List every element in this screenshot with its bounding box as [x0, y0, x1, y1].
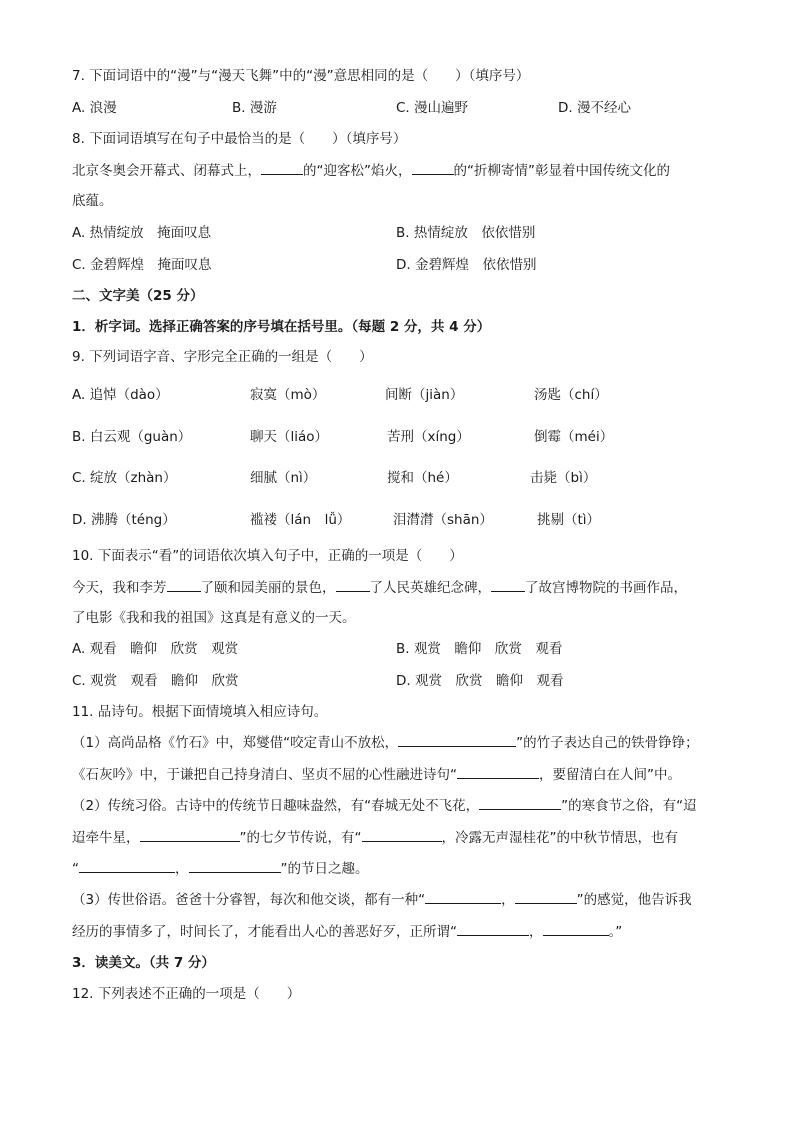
q11-blank-8[interactable] [425, 891, 501, 904]
q11-blank-5[interactable] [362, 829, 442, 842]
q10-blank-3[interactable] [491, 579, 525, 592]
q11-p2-line2 [72, 829, 678, 847]
q7-option-a: A. 浪漫 [72, 100, 117, 116]
q8-sentence-part3: 的“折柳寄情”彰显着中国传统文化的 [453, 163, 670, 179]
q7-option-d: D. 漫不经心 [558, 100, 631, 116]
q8-blank-1[interactable] [261, 162, 303, 175]
q9-d-word2: 褴褛（lán lǚ） [250, 512, 351, 528]
q9-a-word3: 间断（jiàn） [385, 387, 464, 403]
q8-sentence-part2: 的“迎客松”焰火， [303, 163, 412, 179]
q9-d-word3: 泪潸潸（shān） [393, 512, 493, 528]
section-2-sub1: 1．析字词。选择正确答案的序号填在括号里。（每题 2 分，共 4 分） [72, 319, 491, 335]
q9-b-word3: 苦刑（xíng） [387, 429, 470, 445]
q8-option-c: C. 金碧辉煌 掩面叹息 [72, 257, 212, 273]
q8-stem: 8. 下面词语填写在句子中最恰当的是（ ）（填序号） [72, 131, 407, 147]
q11-blank-2[interactable] [457, 766, 539, 779]
q11-p2-text7: ， [175, 861, 189, 877]
q11-blank-3[interactable] [479, 797, 561, 810]
q11-p3-line2 [72, 923, 622, 941]
q11-p2-text6: “ [72, 861, 79, 877]
q9-d-word1: D. 沸腾（téng） [72, 512, 176, 528]
q8-sentence-line2: 底蕴。 [72, 193, 113, 209]
section-3-title: 3．读美文。（共 7 分） [72, 955, 215, 971]
q9-c-word4: 击毙（bì） [530, 470, 597, 486]
q11-p3-text2: ， [501, 892, 515, 908]
q8-option-b: B. 热情绽放 依依惜别 [396, 225, 536, 241]
q11-blank-11[interactable] [543, 923, 609, 936]
q11-p3-line1 [72, 891, 692, 909]
q10-stem: 10. 下面表示“看”的词语依次填入句子中，正确的一项是（ ） [72, 548, 463, 564]
q9-a-word4: 汤匙（chí） [534, 387, 608, 403]
q10-sentence-line2: 了电影《我和我的祖国》这真是有意义的一天。 [72, 610, 356, 626]
q10-sentence-part4: 了故宫博物院的书画作品， [525, 580, 687, 596]
q11-blank-9[interactable] [515, 891, 577, 904]
q11-p2-text4: ”的七夕节传说，有“ [239, 830, 362, 846]
q10-option-c: C. 观赏 观看 瞻仰 欣赏 [72, 673, 239, 689]
q12-stem: 12. 下列表述不正确的一项是（ ） [72, 986, 301, 1002]
q9-stem: 9. 下列词语字音、字形完全正确的一组是（ ） [72, 349, 373, 365]
q7-option-b: B. 漫游 [232, 100, 277, 116]
q7-stem: 7. 下面词语中的“漫”与“漫天飞舞”中的“漫”意思相同的是（ ）（填序号） [72, 68, 530, 84]
q9-d-word4: 挑剔（tì） [537, 512, 601, 528]
q8-blank-2[interactable] [412, 162, 454, 175]
q8-sentence-part1: 北京冬奥会开幕式、闭幕式上， [72, 163, 261, 179]
q11-p1-text1: （1）高尚品格《竹石》中，郑燮借“咬定青山不放松， [72, 735, 399, 751]
q11-p1-line1 [72, 734, 699, 752]
q9-c-word1: C. 绽放（zhàn） [72, 470, 177, 486]
q11-p2-text8: ”的节日之趣。 [280, 861, 369, 877]
q9-b-word1: B. 白云观（guàn） [72, 429, 192, 445]
q10-blank-2[interactable] [336, 579, 370, 592]
q10-sentence-part2: 了颐和园美丽的景色， [200, 580, 336, 596]
q11-stem: 11. 品诗句。根据下面情境填入相应诗句。 [72, 704, 328, 720]
q11-p3-text1: （3）传世俗语。爸爸十分睿智，每次和他交谈，都有一种“ [72, 892, 426, 908]
q10-sentence-part3: 了人民英雄纪念碑， [369, 580, 491, 596]
q7-option-c: C. 漫山遍野 [396, 100, 469, 116]
q9-b-word2: 聊天（liáo） [250, 429, 329, 445]
q11-p1-text4: ，要留清白在人间”中。 [539, 767, 681, 783]
q10-blank-1[interactable] [167, 579, 201, 592]
q9-a-word1: A. 追悼（dào） [72, 387, 169, 403]
q11-blank-7[interactable] [189, 860, 281, 873]
q10-option-a: A. 观看 瞻仰 欣赏 观赏 [72, 641, 239, 657]
q11-blank-10[interactable] [457, 923, 529, 936]
q11-blank-4[interactable] [140, 829, 240, 842]
q9-a-word2: 寂寞（mò） [250, 387, 326, 403]
q9-c-word2: 细腻（nì） [250, 470, 317, 486]
q11-p3-text6: 。” [608, 924, 623, 940]
q11-blank-6[interactable] [79, 860, 175, 873]
q8-option-d: D. 金碧辉煌 依依惜别 [396, 257, 537, 273]
q11-p1-text2: ”的竹子表达自己的铁骨铮铮； [516, 735, 699, 751]
q8-sentence-line1 [72, 162, 670, 180]
q10-sentence-line1 [72, 579, 687, 597]
q11-p1-text3: 《石灰吟》中，于谦把自己持身清白、坚贞不屈的心性融进诗句“ [72, 767, 457, 783]
q8-option-a: A. 热情绽放 掩面叹息 [72, 225, 212, 241]
q11-p2-text2: ”的寒食节之俗，有“迢 [561, 798, 697, 814]
q10-option-d: D. 观赏 欣赏 瞻仰 观看 [396, 673, 564, 689]
q11-p2-line1 [72, 797, 697, 815]
q11-p2-line3 [72, 860, 369, 878]
section-2-title: 二、文字美（25 分） [72, 288, 204, 304]
q11-blank-1[interactable] [398, 734, 516, 747]
q11-p2-text3: 迢牵牛星， [72, 830, 140, 846]
q11-p3-text5: ， [529, 924, 543, 940]
q10-option-b: B. 观赏 瞻仰 欣赏 观看 [396, 641, 563, 657]
q9-c-word3: 搅和（hé） [387, 470, 458, 486]
q11-p1-line2 [72, 766, 681, 784]
q10-sentence-part1: 今天，我和李芳 [72, 580, 167, 596]
q11-p2-text1: （2）传统习俗。古诗中的传统节日趣味盎然，有“春城无处不飞花， [72, 798, 480, 814]
q11-p2-text5: ，冷露无声湿桂花”的中秋节情思，也有 [441, 830, 678, 846]
q11-p3-text4: 经历的事情多了，时间长了，才能看出人心的善恶好歹，正所谓“ [72, 924, 457, 940]
q11-p3-text3: ”的感觉，他告诉我 [576, 892, 692, 908]
q9-b-word4: 倒霉（méi） [534, 429, 614, 445]
